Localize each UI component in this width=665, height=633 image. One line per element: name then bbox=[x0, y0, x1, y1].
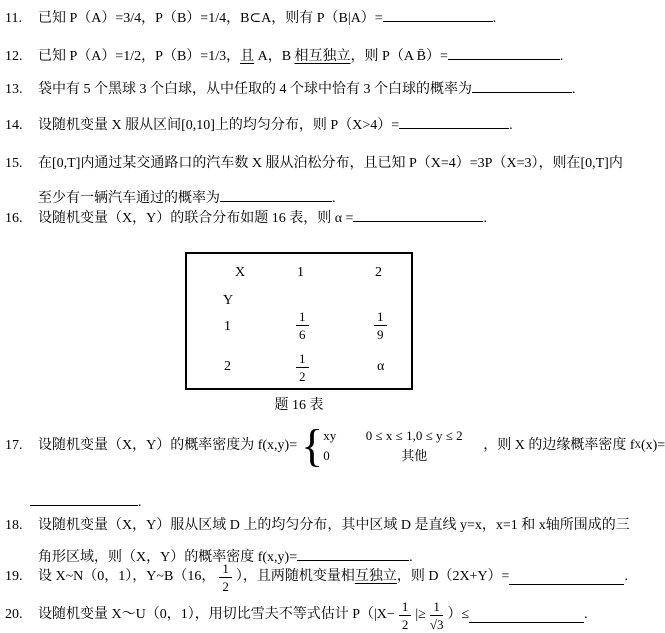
question-17-text-pre: 设随机变量（X，Y）的概率密度为 f(x,y)= bbox=[38, 437, 298, 453]
question-20-text-pre: 设随机变量 X～U（0，1），用切比雪夫不等式估计 P（|X− bbox=[38, 607, 395, 623]
question-15-text-line1: 在[0,T]内通过某交通路口的汽车数 X 服从泊松分布，且已知 P（X=4）=3P（X=3），则在[0,T]内 bbox=[38, 156, 623, 171]
question-15-period: . bbox=[332, 191, 336, 206]
fraction-one-half bbox=[219, 562, 232, 593]
fraction-numerator: 1 bbox=[399, 600, 412, 616]
question-19 bbox=[5, 562, 628, 593]
question-12-number: 12. bbox=[5, 49, 23, 64]
question-12-text-mid: A，B bbox=[254, 49, 295, 64]
piecewise-row-1 bbox=[323, 428, 479, 445]
question-12-answer-blank bbox=[448, 46, 560, 60]
fraction-numerator: 1 bbox=[219, 562, 232, 578]
fraction-denominator: 2 bbox=[222, 579, 229, 594]
question-12-underlined-2: 相互独立 bbox=[294, 49, 351, 64]
question-11-period: . bbox=[492, 11, 497, 26]
question-15-line1 bbox=[5, 155, 623, 173]
question-17-period: . bbox=[138, 495, 142, 510]
fraction-denominator: 9 bbox=[377, 327, 384, 342]
left-brace: { bbox=[301, 420, 324, 471]
fraction-denominator: 2 bbox=[299, 369, 306, 384]
question-12-period: . bbox=[559, 49, 564, 64]
piecewise-rows bbox=[323, 428, 479, 465]
piecewise-row-2 bbox=[323, 448, 479, 465]
question-20-number: 20. bbox=[5, 607, 23, 623]
question-18-text-line2: 角形区域，则（X，Y）的概率密度 f(x,y)= bbox=[38, 550, 298, 565]
question-14-number: 14. bbox=[5, 118, 23, 133]
question-16-answer-blank bbox=[353, 208, 483, 222]
question-13-period: . bbox=[572, 82, 576, 97]
question-15-number: 15. bbox=[5, 156, 23, 171]
question-17-number: 17. bbox=[5, 437, 23, 453]
table-16-row2-cell1 bbox=[296, 352, 309, 383]
question-14-period: . bbox=[509, 118, 513, 133]
table-16 bbox=[185, 252, 413, 390]
question-12 bbox=[5, 46, 563, 66]
question-15-text-line2: 至少有一辆汽车通过的概率为 bbox=[38, 191, 220, 206]
question-17-line2 bbox=[30, 492, 142, 512]
question-19-underlined: 互独立 bbox=[354, 569, 397, 585]
fraction-denominator: √3 bbox=[429, 617, 444, 632]
piecewise-condition-1: 0 ≤ x ≤ 1,0 ≤ y ≤ 2 bbox=[365, 427, 463, 443]
table-16-col-header-2: 2 bbox=[375, 265, 382, 280]
question-19-number: 19. bbox=[5, 569, 23, 585]
fraction-numerator: 1 bbox=[296, 310, 309, 326]
question-20-answer-blank bbox=[469, 609, 584, 623]
fraction-numerator: 1 bbox=[430, 600, 444, 616]
density-subscript: X bbox=[634, 440, 641, 451]
question-11-number: 11. bbox=[5, 11, 22, 26]
question-13-text: 袋中有 5 个黑球 3 个白球，从中任取的 4 个球中恰有 3 个白球的概率为 bbox=[38, 82, 472, 97]
table-16-col-header-1: 1 bbox=[297, 265, 304, 280]
question-19-period: . bbox=[624, 569, 628, 585]
question-17-answer-blank bbox=[30, 492, 138, 506]
question-11-answer-blank bbox=[383, 8, 493, 22]
question-15-answer-blank bbox=[220, 188, 332, 202]
question-19-text-pre: 设 X~N（0，1），Y~B（16， bbox=[38, 569, 216, 585]
question-13-answer-blank bbox=[472, 79, 572, 93]
piecewise-value-2: 0 bbox=[323, 447, 330, 463]
question-20 bbox=[5, 600, 588, 631]
question-13 bbox=[5, 79, 576, 99]
question-12-text-pre: 已知 P（A）=1/2，P（B）=1/3， bbox=[38, 49, 241, 64]
question-15-line2 bbox=[38, 188, 336, 208]
question-18-text-line1: 设随机变量（X，Y）服从区域 D 上的均匀分布，其中区域 D 是直线 y=x，x=1 和 x轴所围成的三 bbox=[38, 518, 630, 533]
table-16-caption: 题 16 表 bbox=[274, 398, 324, 413]
question-16-text: 设随机变量（X，Y）的联合分布如题 16 表，则 α = bbox=[38, 211, 354, 226]
question-17-text-post2: (x)= bbox=[640, 437, 665, 453]
table-16-row1-cell1 bbox=[296, 310, 309, 341]
question-18-period: . bbox=[409, 550, 413, 565]
piecewise-function bbox=[301, 420, 479, 471]
question-16 bbox=[5, 208, 487, 228]
question-16-number: 16. bbox=[5, 211, 23, 226]
question-11 bbox=[5, 8, 496, 28]
table-16-row1-label: 1 bbox=[224, 319, 231, 334]
question-12-underlined-1: 且 bbox=[240, 49, 255, 64]
question-20-text-post: ）≤ bbox=[447, 607, 470, 623]
question-19-text-post: ，则 D（2X+Y）= bbox=[396, 569, 510, 585]
question-13-number: 13. bbox=[5, 82, 23, 97]
question-16-period: . bbox=[483, 211, 487, 226]
question-14 bbox=[5, 115, 513, 135]
fraction-one-over-sqrt3 bbox=[430, 600, 444, 631]
question-19-answer-blank bbox=[509, 571, 624, 585]
question-18-number: 18. bbox=[5, 518, 23, 533]
table-16-row1-cell2 bbox=[374, 310, 387, 341]
question-17-line1 bbox=[5, 420, 665, 471]
table-16-row2-cell2: α bbox=[377, 359, 385, 374]
fraction-numerator: 1 bbox=[296, 352, 309, 368]
question-12-text-post: ，则 P（A B̄）= bbox=[350, 49, 448, 64]
table-16-row2-label: 2 bbox=[224, 359, 231, 374]
table-16-corner-x: X bbox=[235, 265, 246, 280]
fraction-denominator: 2 bbox=[401, 617, 409, 632]
question-19-text-mid: ），且两随机变量相 bbox=[235, 569, 355, 585]
question-18-answer-blank bbox=[297, 547, 409, 561]
question-11-text: 已知 P（A）=3/4，P（B）=1/4，B⊂A，则有 P（B|A）= bbox=[38, 11, 383, 26]
table-16-corner-y: Y bbox=[223, 293, 234, 308]
fraction-numerator: 1 bbox=[374, 310, 387, 326]
piecewise-condition-2: 其他 bbox=[401, 447, 428, 463]
question-20-text-mid: |≥ bbox=[415, 607, 426, 623]
piecewise-value-1: xy bbox=[323, 427, 337, 443]
question-18-line1 bbox=[5, 517, 630, 535]
question-14-answer-blank bbox=[399, 115, 509, 129]
fraction-one-half bbox=[399, 600, 412, 631]
fraction-denominator: 6 bbox=[299, 327, 306, 342]
question-17-text-post1: ，则 X 的边缘概率密度 f bbox=[483, 437, 635, 453]
question-20-period: . bbox=[584, 607, 588, 623]
question-14-text: 设随机变量 X 服从区间[0,10]上的均匀分布，则 P（X>4）= bbox=[38, 118, 400, 133]
